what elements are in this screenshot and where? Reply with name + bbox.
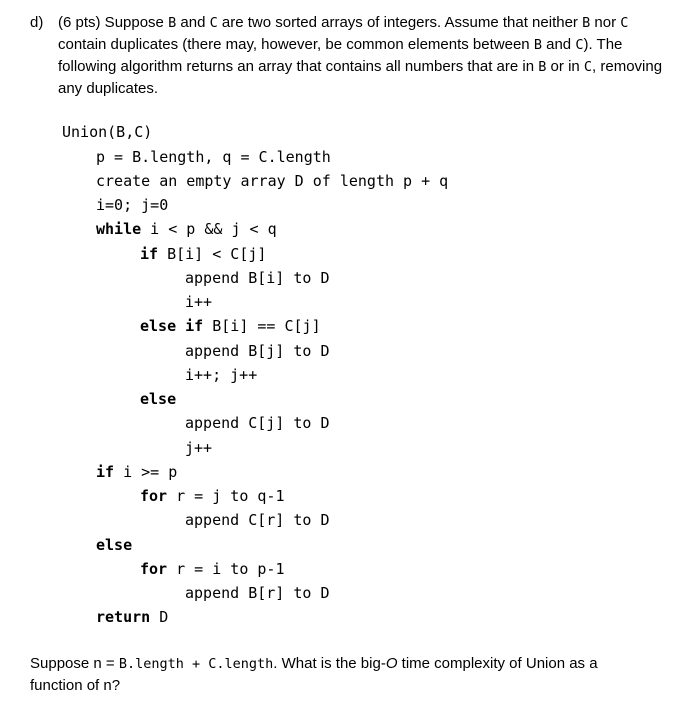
code-text: append B[i] to D: [185, 269, 330, 287]
text-fragment: contain duplicates (there may, however, be common elements between: [58, 36, 534, 53]
var-c: C: [583, 59, 593, 75]
keyword: for: [140, 560, 168, 578]
text-fragment: Suppose n =: [30, 655, 119, 672]
points: (6 pts): [58, 14, 101, 31]
code-text: create an empty array D of length p + q: [96, 172, 449, 190]
code-line-2: [96, 147, 331, 167]
text-fragment: or in: [546, 58, 584, 75]
code-text: p = B.length, q = C.length: [96, 148, 331, 166]
code-text: i=0; j=0: [96, 196, 169, 214]
code-line-11: [185, 365, 257, 385]
code-line-6: [140, 244, 266, 264]
keyword: if: [96, 463, 115, 481]
code-text: B[i] < C[j]: [158, 245, 267, 263]
var-b: B: [533, 37, 542, 53]
keyword: for: [140, 487, 168, 505]
code-line-5: [96, 219, 277, 239]
keyword: if: [140, 245, 159, 263]
code-line-9: [140, 316, 321, 336]
text-fragment: . What is the big-: [273, 655, 386, 672]
var-c: C: [575, 37, 584, 53]
code-line-14: [185, 438, 212, 458]
keyword: return: [96, 608, 151, 626]
keyword: else if: [140, 317, 204, 335]
code-text: i++; j++: [185, 366, 258, 384]
question-body: [58, 12, 670, 100]
code-text: D: [150, 608, 169, 626]
code-text: Union(B,C): [62, 123, 153, 141]
keyword: else: [96, 536, 133, 554]
keyword: while: [96, 220, 142, 238]
followup-question: [30, 653, 650, 697]
code-line-7: [185, 268, 330, 288]
var-c: C: [620, 15, 629, 31]
code-text: append C[r] to D: [185, 511, 330, 529]
length-expression: B.length + C.length: [118, 656, 274, 672]
code-line-4: [96, 195, 168, 215]
code-text: i++: [185, 293, 213, 311]
code-text: i >= p: [114, 463, 178, 481]
code-line-8: [185, 292, 212, 312]
code-line-13: [185, 413, 330, 433]
code-text: r = j to q-1: [167, 487, 285, 505]
code-line-3: [96, 171, 448, 191]
text-fragment: time complexity of Union as a function of n?: [30, 655, 598, 694]
code-text: append B[r] to D: [185, 584, 330, 602]
code-line-15: [96, 462, 177, 482]
code-line-10: [185, 341, 330, 361]
code-line-18: [96, 535, 132, 555]
code-text: i < p && j < q: [141, 220, 277, 238]
question-text: [30, 12, 670, 100]
text-fragment: and: [541, 36, 576, 53]
code-line-12: [140, 389, 176, 409]
text-fragment: ). The following algorithm returns an array that contains all numbers that are in: [58, 36, 623, 75]
big-o-symbol: O: [385, 655, 398, 672]
code-text: r = i to p-1: [167, 560, 285, 578]
text-fragment: nor: [590, 14, 621, 31]
var-b: B: [538, 59, 547, 75]
var-c: C: [209, 15, 218, 31]
code-line-19: [140, 559, 285, 579]
code-line-1: [62, 122, 152, 142]
code-line-16: [140, 486, 285, 506]
code-line-17: [185, 510, 330, 530]
code-text: j++: [185, 439, 213, 457]
text-fragment: are two sorted arrays of integers. Assume that neither: [217, 14, 583, 31]
code-line-20: [185, 583, 330, 603]
text-fragment: Suppose: [100, 14, 169, 31]
var-b: B: [582, 15, 591, 31]
code-text: B[i] == C[j]: [203, 317, 321, 335]
text-fragment: , removing any duplicates.: [58, 58, 663, 97]
var-b: B: [168, 15, 177, 31]
code-text: append B[j] to D: [185, 342, 330, 360]
keyword: else: [140, 390, 177, 408]
code-text: append C[j] to D: [185, 414, 330, 432]
text-fragment: and: [176, 14, 210, 31]
code-line-21: [96, 607, 168, 627]
question-label: d): [30, 14, 44, 31]
